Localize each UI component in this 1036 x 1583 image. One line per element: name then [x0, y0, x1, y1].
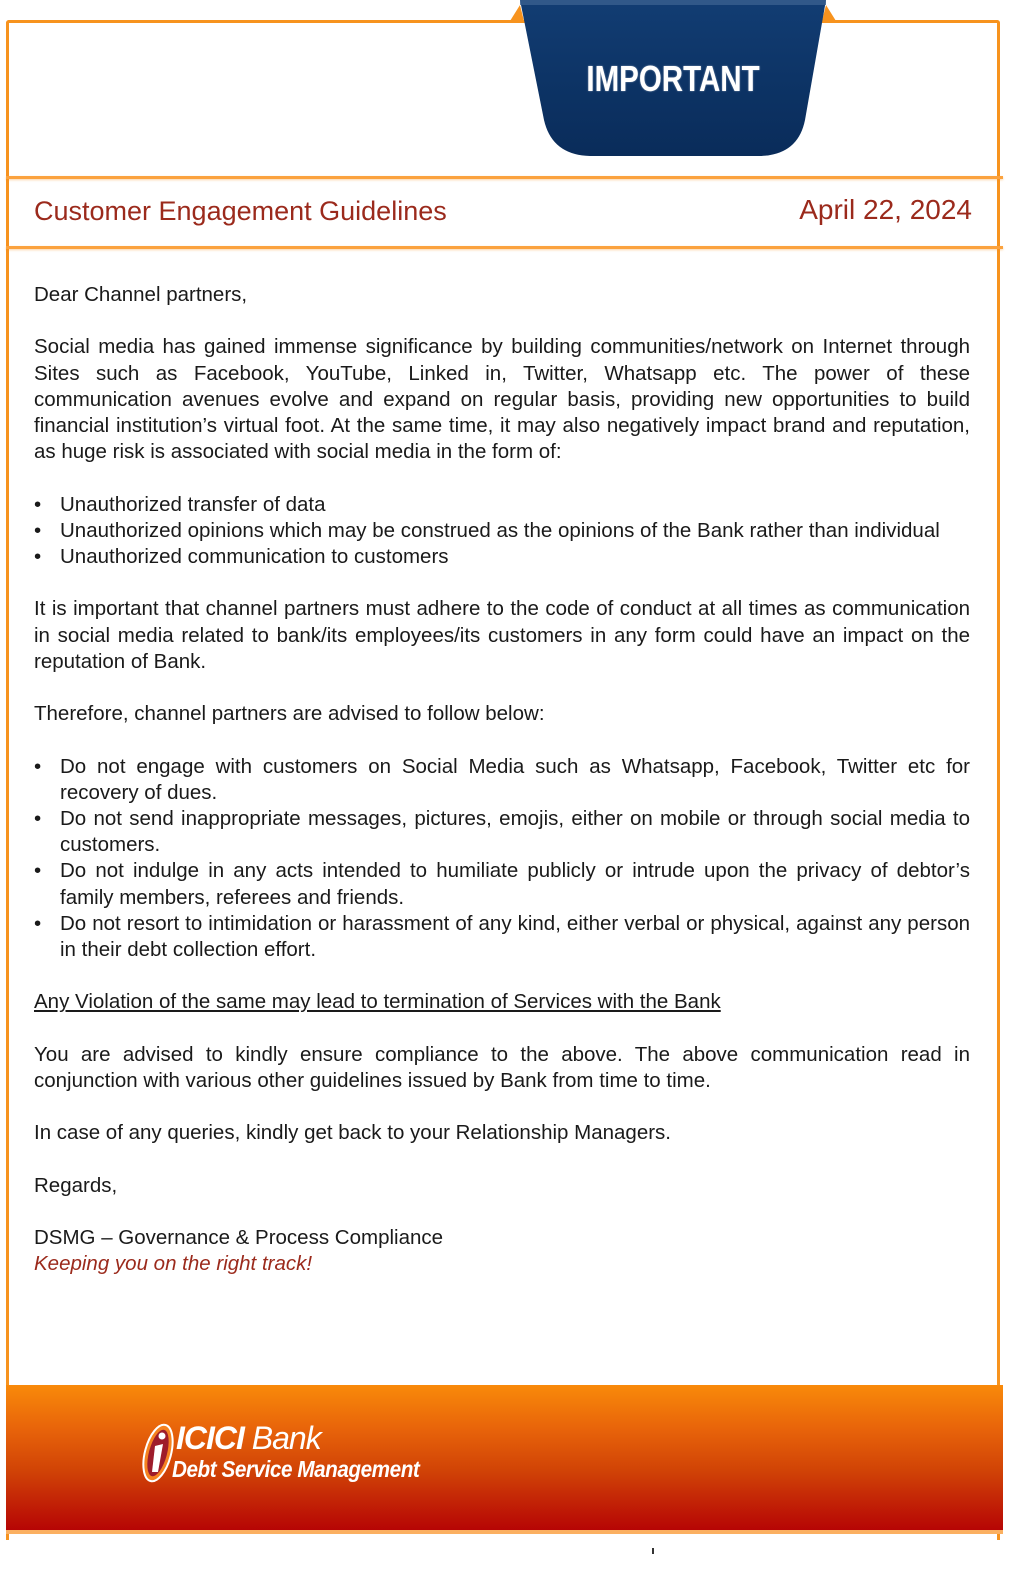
icici-logo: [138, 1420, 438, 1490]
compliance-paragraph: You are advised to kindly ensure compliance to the above. The above communication read in conjunction with various other guidelines issued by Bank from time to time.: [34, 1042, 970, 1092]
queries-paragraph: In case of any queries, kindly get back to your Relationship Managers.: [34, 1121, 671, 1145]
guidelines-list: [34, 754, 970, 964]
regards: Regards,: [34, 1173, 118, 1197]
logo-bank-name: ICICI Bank: [176, 1420, 321, 1456]
bullet-icon: •: [34, 911, 42, 935]
list-item: • Unauthorized opinions which may be construed as the opinions of the Bank rather than individual: [34, 518, 970, 544]
banner-label: IMPORTANT: [586, 58, 760, 99]
bullet-icon: •: [34, 492, 42, 516]
icici-i-icon: [138, 1422, 174, 1484]
stray-mark: [652, 1548, 654, 1554]
list-item: • Unauthorized communication to customers: [34, 544, 970, 570]
list-item: • Unauthorized transfer of data: [34, 492, 970, 518]
list-item: • Do not send inappropriate messages, pictures, emojis, either on mobile or through social media to customers.: [34, 806, 970, 857]
list-item: • Do not indulge in any acts intended to humiliate publicly or intrude upon the privacy of debtor’s family members, referees and friends.: [34, 859, 970, 909]
intro-paragraph: Social media has gained immense significance by building communities/network on Internet through Sites such as Facebook, YouTube, Linked in, Twitter, Whatsapp etc. The power of these communication avenues evolve and expand on regular basis, providing new opportunities to build financial institution’s virtual foot. At the same time, it may also negatively impact brand and reputation, as huge risk is associated with social media in the form of:: [34, 335, 970, 464]
risk-list: [34, 492, 970, 571]
greeting: Dear Channel partners,: [34, 283, 248, 306]
list-item: • Do not engage with customers on Social Media such as Whatsapp, Facebook, Twitter etc for recovery of dues.: [34, 754, 970, 804]
advice-intro: Therefore, channel partners are advised to follow below:: [34, 702, 545, 726]
bullet-icon: •: [34, 545, 42, 568]
signature-block: [34, 1225, 970, 1277]
signature: DSMG – Governance & Process Compliance: [34, 1226, 444, 1250]
important-banner: [510, 0, 836, 160]
header-divider-top: [6, 176, 1003, 179]
document-title: Customer Engagement Guidelines: [34, 196, 447, 226]
document-date: April 22, 2024: [799, 194, 972, 225]
tagline: Keeping you on the right track!: [34, 1252, 313, 1276]
list-item: • Do not resort to intimidation or harassment of any kind, either verbal or physical, against any person in their debt collection effort.: [34, 911, 970, 961]
bullet-icon: •: [34, 806, 42, 830]
header-divider-bottom: [6, 246, 1003, 249]
bullet-icon: •: [34, 754, 42, 778]
bullet-icon: •: [34, 859, 42, 883]
importance-paragraph: It is important that channel partners must adhere to the code of conduct at all times as communication in social media related to bank/its employees/its customers in any form could have an impact on the reputation of Bank.: [34, 597, 970, 673]
violation-warning: Any Violation of the same may lead to termination of Services with the Bank: [34, 990, 721, 1014]
logo-division: Debt Service Management: [172, 1456, 420, 1482]
letter-body: [34, 282, 970, 1278]
bullet-icon: •: [34, 518, 42, 542]
